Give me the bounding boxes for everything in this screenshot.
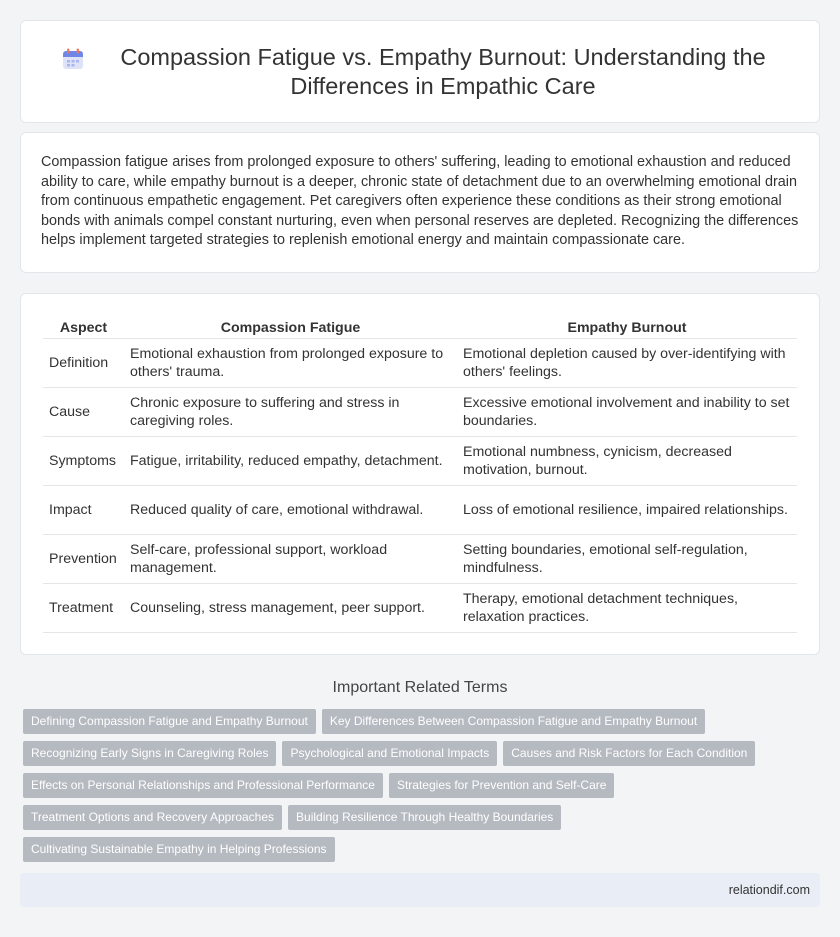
related-tag[interactable]: Defining Compassion Fatigue and Empathy Burnout xyxy=(23,709,316,734)
compassion-fatigue-cell: Counseling, stress management, peer support. xyxy=(124,583,457,632)
related-tag[interactable]: Cultivating Sustainable Empathy in Helping Professions xyxy=(23,837,335,862)
aspect-cell: Treatment xyxy=(43,583,124,632)
empathy-burnout-cell: Emotional depletion caused by over-identifying with others' feelings. xyxy=(457,338,797,387)
title-row xyxy=(61,43,779,101)
aspect-cell: Impact xyxy=(43,485,124,534)
aspect-cell: Cause xyxy=(43,387,124,436)
table-row xyxy=(43,338,797,387)
header-aspect: Aspect xyxy=(43,314,124,338)
calendar-icon xyxy=(61,47,85,71)
comparison-table xyxy=(43,314,797,633)
related-terms-section xyxy=(20,679,820,869)
empathy-burnout-cell: Loss of emotional resilience, impaired relationships. xyxy=(457,485,797,534)
compassion-fatigue-cell: Fatigue, irritability, reduced empathy, detachment. xyxy=(124,436,457,485)
compassion-fatigue-cell: Self-care, professional support, workload management. xyxy=(124,534,457,583)
related-tag[interactable]: Causes and Risk Factors for Each Condition xyxy=(503,741,755,766)
related-tag[interactable]: Effects on Personal Relationships and Professional Performance xyxy=(23,773,383,798)
table-row xyxy=(43,436,797,485)
intro-paragraph: Compassion fatigue arises from prolonged exposure to others' suffering, leading to emotional exhaustion and reduced ability to care, while empathy burnout is a deeper, chronic state of detachment due to an overwhelming emotional drain from continuous empathetic engagement. Pet caregivers often experience these conditions as their strong emotional bonds with animals compel constant nurturing, even when personal reserves are depleted. Recognizing the differences helps implement targeted strategies to replenish emotional energy and maintain compassionate care. xyxy=(41,154,799,248)
footer xyxy=(20,873,820,907)
aspect-cell: Prevention xyxy=(43,534,124,583)
compassion-fatigue-cell: Reduced quality of care, emotional withdrawal. xyxy=(124,485,457,534)
compassion-fatigue-cell: Emotional exhaustion from prolonged exposure to others' trauma. xyxy=(124,338,457,387)
table-row xyxy=(43,485,797,534)
title-card xyxy=(20,20,820,123)
table-row xyxy=(43,583,797,632)
intro-card xyxy=(20,132,820,273)
compassion-fatigue-cell: Chronic exposure to suffering and stress in caregiving roles. xyxy=(124,387,457,436)
header-compassion-fatigue: Compassion Fatigue xyxy=(124,314,457,338)
table-row xyxy=(43,534,797,583)
empathy-burnout-cell: Therapy, emotional detachment techniques, relaxation practices. xyxy=(457,583,797,632)
related-tags xyxy=(20,709,810,869)
related-terms-heading: Important Related Terms xyxy=(332,679,508,696)
related-tag[interactable]: Treatment Options and Recovery Approaches xyxy=(23,805,282,830)
comparison-card xyxy=(20,293,820,655)
page-title: Compassion Fatigue vs. Empathy Burnout: Understanding the Differences in Empathic Care xyxy=(120,43,766,99)
empathy-burnout-cell: Emotional numbness, cynicism, decreased motivation, burnout. xyxy=(457,436,797,485)
related-tag[interactable]: Building Resilience Through Healthy Boundaries xyxy=(288,805,561,830)
related-tag[interactable]: Key Differences Between Compassion Fatigue and Empathy Burnout xyxy=(322,709,705,734)
empathy-burnout-cell: Setting boundaries, emotional self-regulation, mindfulness. xyxy=(457,534,797,583)
aspect-cell: Symptoms xyxy=(43,436,124,485)
table-header-row xyxy=(43,314,797,338)
footer-site-link[interactable]: relationdif.com xyxy=(728,883,810,897)
empathy-burnout-cell: Excessive emotional involvement and inability to set boundaries. xyxy=(457,387,797,436)
table-row xyxy=(43,387,797,436)
related-tag[interactable]: Recognizing Early Signs in Caregiving Roles xyxy=(23,741,276,766)
related-tag[interactable]: Psychological and Emotional Impacts xyxy=(282,741,497,766)
header-empathy-burnout: Empathy Burnout xyxy=(457,314,797,338)
aspect-cell: Definition xyxy=(43,338,124,387)
related-tag[interactable]: Strategies for Prevention and Self-Care xyxy=(389,773,614,798)
